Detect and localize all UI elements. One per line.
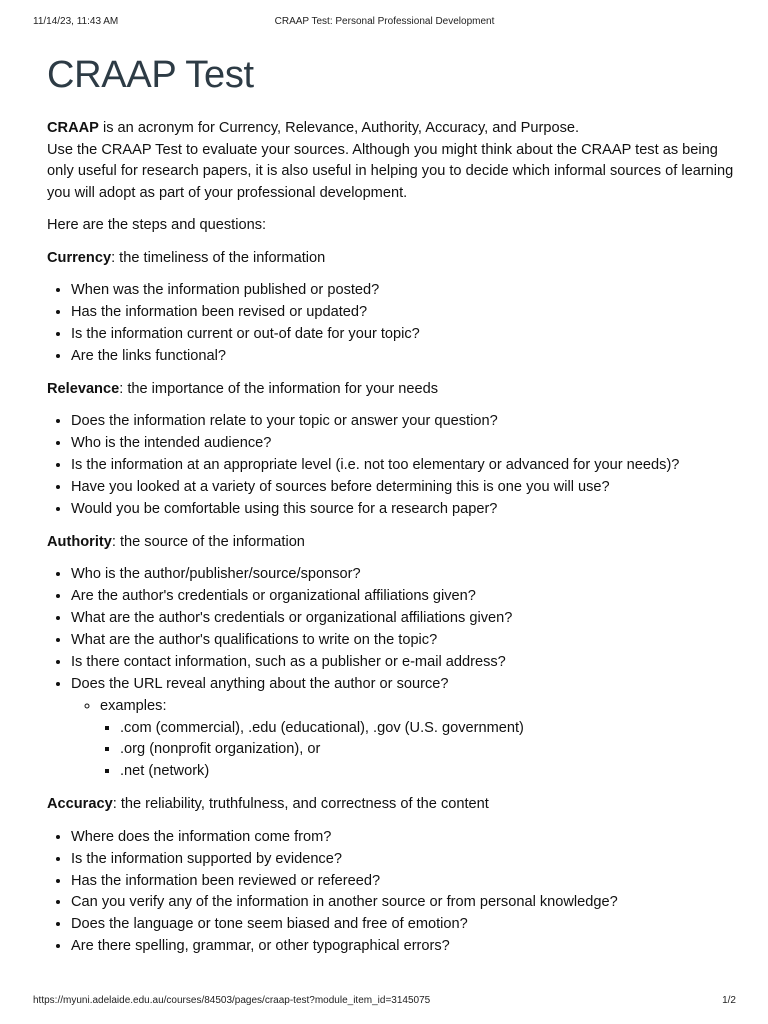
currency-questions	[47, 280, 737, 368]
list-item: • What are the author's credentials or organizational affiliations given?	[71, 608, 737, 630]
section-term: Relevance	[47, 380, 120, 397]
list-item: • Are the author's credentials or organizational affiliations given?	[71, 586, 737, 608]
page-number: 1/2	[722, 995, 736, 1006]
section-desc: : the importance of the information for your needs	[119, 380, 439, 397]
domain-examples	[100, 718, 737, 784]
list-item: • Is the information current or out-of date for your topic?	[71, 324, 737, 346]
list-item: • What are the author's qualifications to write on the topic?	[71, 630, 737, 652]
list-item: • Who is the intended audience?	[71, 433, 737, 455]
accuracy-questions	[47, 827, 737, 958]
print-header	[33, 16, 736, 30]
example-item: ▪ .com (commercial), .edu (educational), .gov (U.S. government)	[120, 718, 737, 740]
print-url: https://myuni.adelaide.edu.au/courses/84503/pages/craap-test?module_item_id=3145075	[33, 995, 431, 1006]
example-item: ▪ .org (nonprofit organization), or	[120, 739, 737, 761]
list-item: • Is the information supported by evidence?	[71, 849, 737, 871]
section-heading-authority	[47, 532, 737, 554]
list-item: • Can you verify any of the information in another source or from personal knowledge?	[71, 892, 737, 914]
examples-label	[100, 696, 737, 784]
section-heading-relevance	[47, 379, 737, 401]
section-term: Currency	[47, 249, 112, 266]
list-item: • Does the language or tone seem biased and free of emotion?	[71, 914, 737, 936]
section-desc: : the source of the information	[111, 533, 305, 550]
list-item: • Are the links functional?	[71, 346, 737, 368]
list-item: • Has the information been reviewed or refereed?	[71, 871, 737, 893]
list-item: • Who is the author/publisher/source/sponsor?	[71, 564, 737, 586]
intro-paragraph	[47, 118, 737, 204]
relevance-questions	[47, 411, 737, 521]
examples-label-text: examples:	[100, 697, 167, 714]
list-item: • Are there spelling, grammar, or other typographical errors?	[71, 936, 737, 958]
list-item: • Is there contact information, such as a publisher or e-mail address?	[71, 652, 737, 674]
intro-line2: Use the CRAAP Test to evaluate your sources. Although you might think about the CRAAP test as being only useful for research papers, it is also useful in helping you to decide which informal sources of learning you will adopt as part of your professional development.	[47, 141, 734, 201]
list-item: • When was the information published or posted?	[71, 280, 737, 302]
print-doc-title: CRAAP Test: Personal Professional Development	[274, 16, 495, 27]
print-datetime: 11/14/23, 11:43 AM	[33, 16, 119, 27]
authority-questions	[47, 564, 737, 783]
section-desc: : the reliability, truthfulness, and correctness of the content	[112, 796, 489, 813]
list-item: • Would you be comfortable using this source for a research paper?	[71, 499, 737, 521]
list-item: • Is the information at an appropriate level (i.e. not too elementary or advanced for your needs)?	[71, 455, 737, 477]
section-term: Accuracy	[47, 796, 113, 813]
list-item: • Where does the information come from?	[71, 827, 737, 849]
list-item: • Does the information relate to your topic or answer your question?	[71, 411, 737, 433]
intro-line1: is an acronym for Currency, Relevance, Authority, Accuracy, and Purpose.	[98, 120, 580, 136]
print-footer	[33, 995, 736, 1009]
intro-acronym: CRAAP	[47, 120, 99, 136]
section-desc: : the timeliness of the information	[111, 249, 326, 266]
section-term: Authority	[47, 533, 112, 550]
examples-sublist	[71, 696, 737, 784]
page-content	[47, 50, 737, 969]
page-title: CRAAP Test	[47, 54, 254, 96]
list-item: • Have you looked at a variety of sources before determining this is one you will use?	[71, 477, 737, 499]
example-item: ▪ .net (network)	[120, 761, 737, 783]
steps-intro: Here are the steps and questions:	[47, 217, 267, 233]
section-heading-currency	[47, 248, 737, 270]
section-heading-accuracy	[47, 794, 737, 816]
list-item-text: Does the URL reveal anything about the author or source?	[71, 675, 449, 692]
list-item: • Has the information been revised or updated?	[71, 302, 737, 324]
list-item	[71, 674, 737, 784]
